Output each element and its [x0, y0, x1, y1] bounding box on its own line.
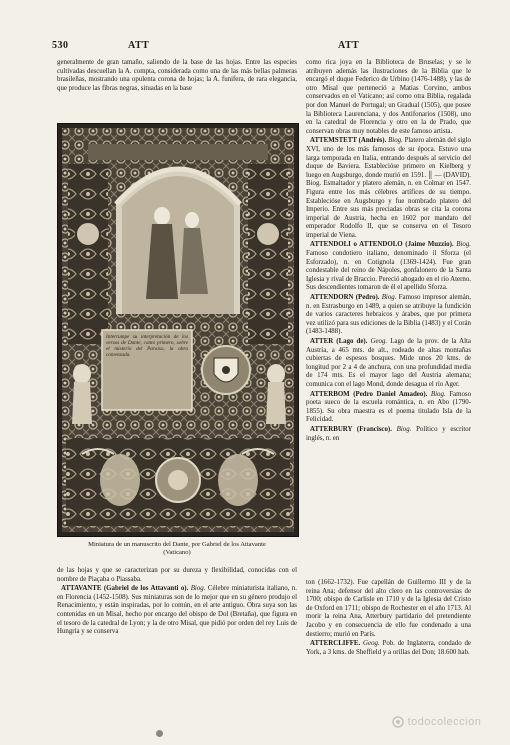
entry-headword: ATTENDORN (Pedro). — [310, 294, 380, 302]
entry-tag: Biog. — [388, 137, 403, 145]
page-mark — [156, 730, 163, 737]
entry-tag: Geog. — [370, 338, 388, 345]
entry-headword: ATTAVANTE (Gabriel de los Attavanti o). — [61, 585, 189, 593]
entry-text: Pob. de Inglaterra, condado de York, a 3 kms. de Sheffield y a orillas del Don; 18.600 hab. — [306, 640, 471, 656]
entry-tag: Biog. — [456, 241, 471, 249]
entry-text: Famoso impresor alemán, n. en Estrasburgo en 1489, a quien se atribuye la fundición de varios caracteres hebraicos y árabes, que por primera vez utilizó para sus ediciones de la Biblia (1483) y el Corán (1483-1488). — [306, 294, 471, 336]
figure-caption — [57, 541, 297, 557]
entry-atterbom — [306, 391, 471, 425]
entry-tag: Biog. — [430, 390, 446, 398]
entry-attendorn — [306, 294, 471, 337]
bottom-left-column — [57, 567, 297, 677]
watermark-logo-icon — [392, 716, 404, 728]
entry-attercliffe — [306, 640, 471, 657]
text-paragraph: como rica joya en la Biblioteca de Bruselas; y se le atribuyen además las ilustraciones de la Biblia que le encargó el duque Federico de Urbino (1476-1488), y las de otro Misal que perteneció a Matías Corvino, ambos conservados en el Vaticano; así como otra Biblia, regalada por don Manuel de Portugal; un Gradual (1505), que posee la Biblioteca Laurenciana, y dos Antifonarios (1508), uno en la catedral de Florencia y otro en la de Prado, que conservan obras muy notables de este famoso artista. — [306, 59, 471, 135]
entry-text: Famoso condotiero italiano, denominado il Sforza (el Esforzado), n. en Cotignola (1369-1424). Fue gran condestable del reino de Nápoles, gonfalonero de la Santa Iglesia y rival de Braccio. Pereció ahogado en el río Aterno. Sus descendientes tomaron de él el apellido Sforza. — [306, 250, 471, 292]
manuscript-miniature-image — [58, 124, 298, 536]
entry-text: Famoso poeta sueco de la escuela romántica, n. en Abo (1790-1855). Su obra maestra es el poema titulado Isla de la Felicidad. — [306, 390, 471, 424]
top-left-column — [57, 59, 297, 120]
right-column-top — [306, 59, 471, 556]
entry-tag: Biog. — [190, 585, 206, 593]
watermark — [392, 716, 481, 728]
panel-text: Interrumpe su interpretación de los versos de Dante, canto primero, sobre el misterio del Paraíso, la obra comenzada. — [106, 334, 188, 358]
entry-text: Político y escritor inglés, n. en — [306, 425, 471, 442]
running-head-left: ATT — [128, 40, 150, 51]
text-paragraph: de las hojas y que se caracterizan por su dureza y flexibilidad, conocidas con el nombre de Piaçaba o Piassaba. — [57, 567, 297, 583]
entry-text: Platero alemán del siglo XVI, uno de los más famosos de su época. Estuvo una larga temporada en Italia, entrando después al servicio del duque de Baviera. Establecióse primero en Kielberg y luego en Augsburgo, donde murió en 1591. ║ — (DAVID). Biog. Esmaltador y platero alemán, n. en Colmar en 1547. Figura entre los más célebres artífices de su tiempo. Establecióse en Augsburgo y fue nombrado platero del Imperio. Entre sus más preciadas obras se cita la corona imperial de Austria, hecha en 1602 por mandato del emperador Rodolfo II, que se conserva en el Tesoro imperial de Viena. — [306, 137, 471, 239]
entry-attavante — [57, 585, 297, 637]
entry-tag: Biog. — [396, 425, 412, 433]
entry-attendoli — [306, 241, 471, 293]
entry-atterbury — [306, 426, 471, 443]
miniature-illustration — [57, 123, 299, 537]
entry-headword: ATTER (Lago de). — [310, 338, 368, 345]
text-paragraph: ton (1662-1732). Fue capellán de Guillermo III y de la reina Ana; defensor del alto clero en las controversias de 1700; obispo de Carlisle en 1710 y de la Iglesia del Cristo de Oxford en 1711; obispo de Rochester en el año 1713. Al morir la reina Ana, Atterbury partidario del pretendiente Jacobo y en consecuencia de ello fue condenado a una destierro; murió en París. — [306, 579, 471, 638]
entry-headword: ATTEMSTETT (Andrés). — [310, 137, 387, 145]
bottom-right-column — [306, 579, 471, 679]
text-paragraph: generalmente de gran tamaño, saliendo de la base de las hojas. Entre las especies cultivadas descuellan la A. compta, considerada como una de las más bellas palmeras brasileñas, mostrando una opulenta corona de hojas; la A. funifera, de rara elegancia, que produce las fibras negras, situadas en la base — [57, 59, 297, 92]
entry-atter — [306, 338, 471, 390]
entry-text: Célebre miniaturista italiano, n. en Florencia (1452-1508). Sus miniaturas son de lo mejor que en su género produjo el Renacimiento, y están inspiradas, por lo común, en el arte antiguo. Obra suya son las contenidas en un Misal, hecho por encargo del obispo de Dol (Bretaña), que figura en el tesoro de la catedral de Lyon; y la de otro Misal, que pidió por orden del rey Luis de Hungría y se conserva — [57, 585, 297, 636]
entry-headword: ATTERBURY (Francisco). — [310, 425, 392, 433]
entry-tag: Geog. — [363, 640, 380, 648]
caption-line: Miniatura de un manuscrito del Dante, por Gabriel de los Attavante — [88, 541, 266, 548]
page-number: 530 — [52, 40, 69, 51]
entry-headword: ATTERBOM (Pedro Daniel Amadeo). — [310, 390, 428, 398]
entry-tag: Biog. — [381, 294, 397, 302]
running-head-right: ATT — [338, 40, 360, 51]
entry-attemstett — [306, 137, 471, 240]
entry-text: Lago de la prov. de la Alta Austria, a 465 mts. de alt., rodeado de altas montañas cubiertas de espesos bosques. Mide unos 20 kms. de longitud por 2 a 4 de anchura, con una profundidad media de 174 mts. Es el mayor lago del Austria alemana; comunica con el lago Mond, donde desagua el río Ager. — [306, 338, 471, 388]
watermark-text: todocoleccion — [407, 716, 482, 728]
caption-source: (Vaticano) — [163, 549, 191, 556]
entry-headword: ATTENDOLI o ATTENDOLO (Jaime Muzzio). — [310, 241, 454, 249]
entry-headword: ATTERCLIFFE. — [310, 640, 361, 648]
